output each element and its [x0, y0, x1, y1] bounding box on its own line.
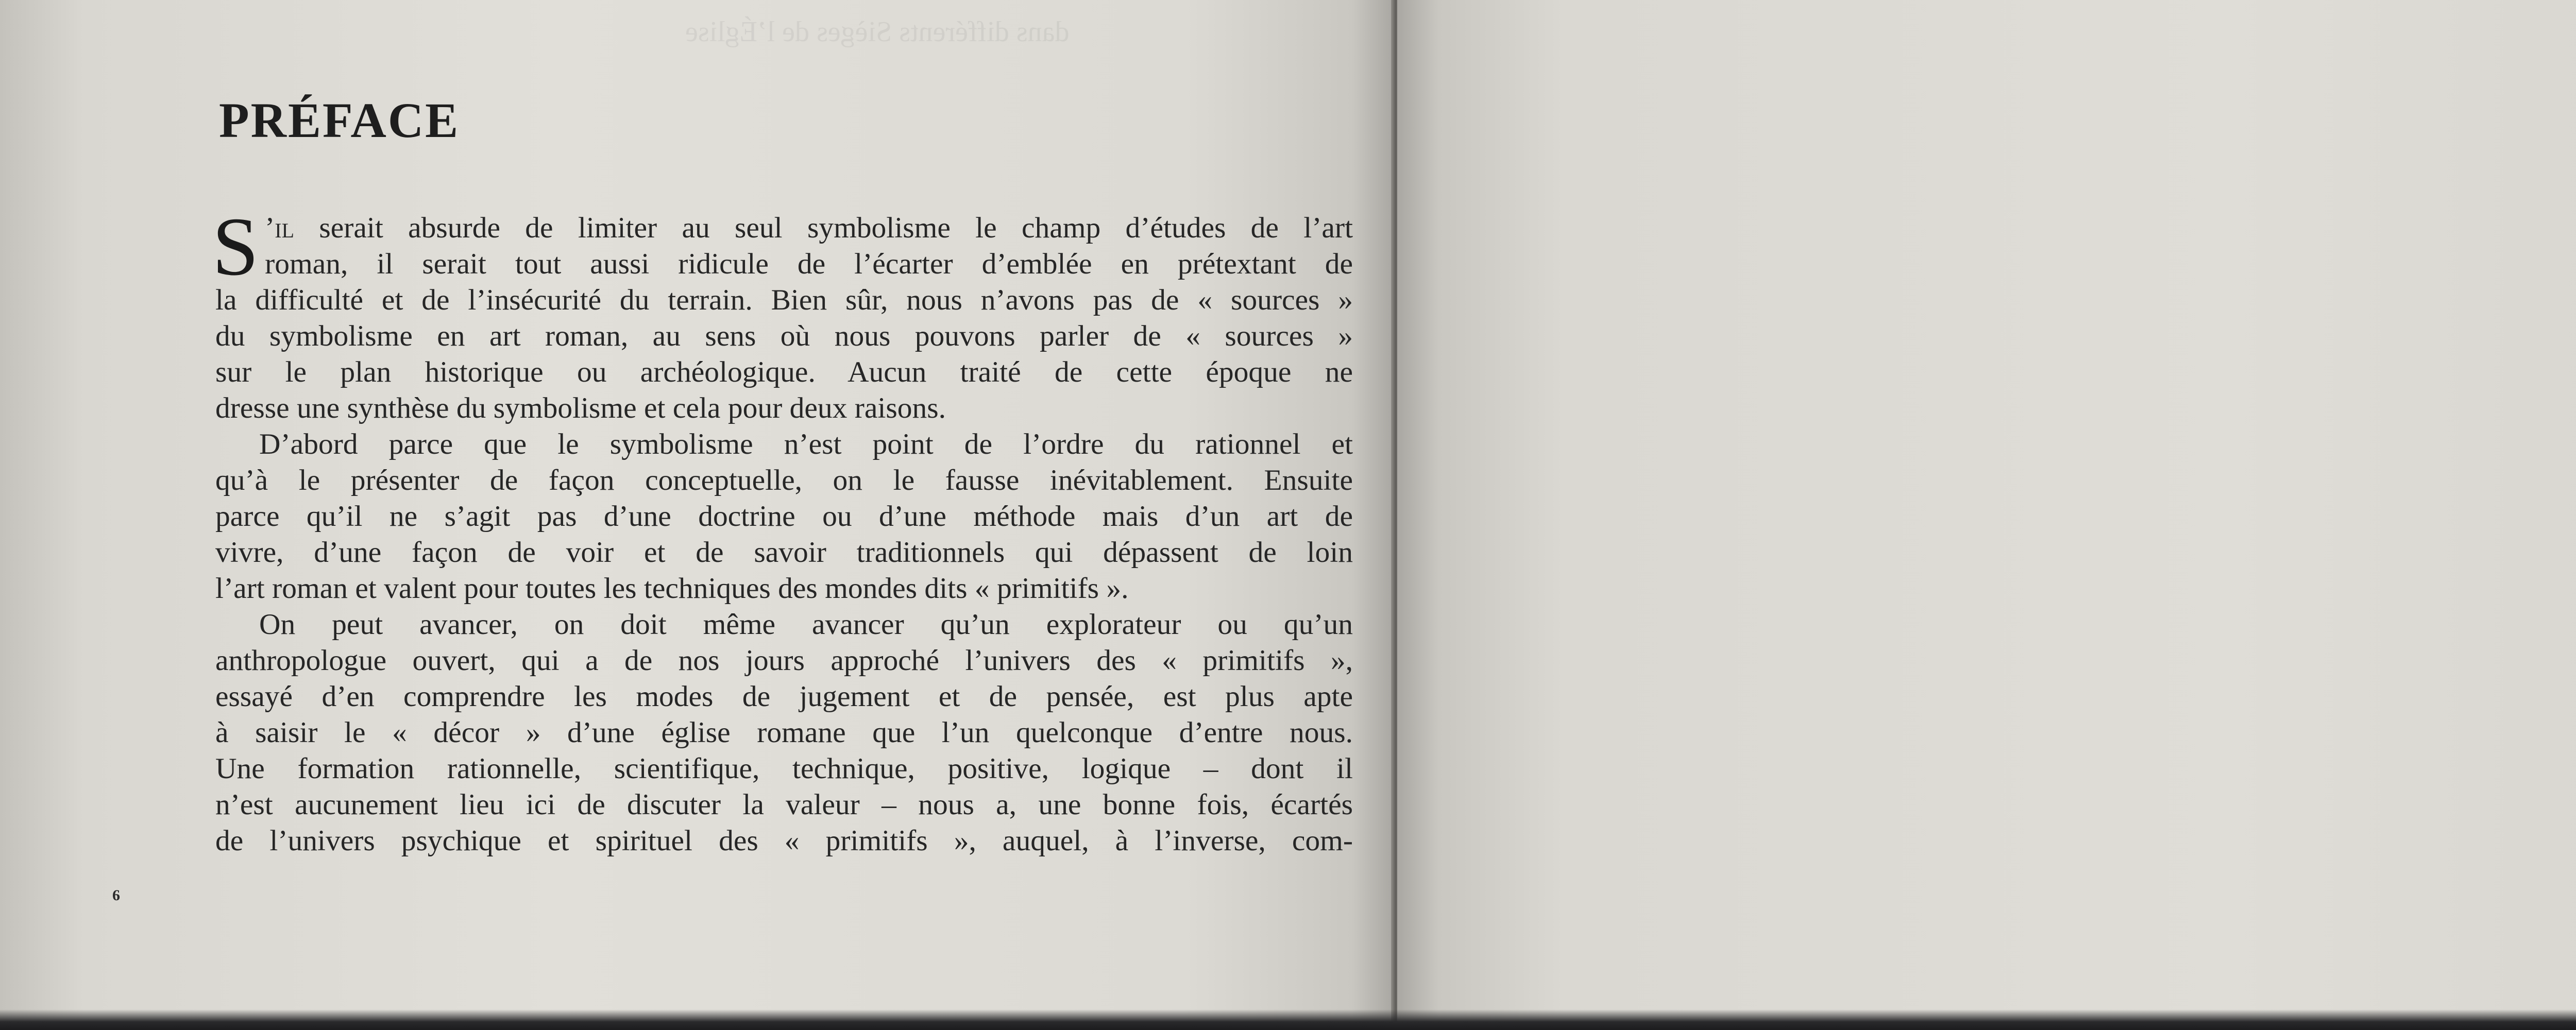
page-number-left: 6 [112, 887, 120, 904]
text-line: sur le plan historique ou archéologique. Aucun traité de cette époque ne [215, 356, 1353, 388]
show-through-text-left: dans différents Sièges de l’Église [685, 16, 1070, 48]
drop-cap: S [212, 201, 259, 293]
text-line: dresse une synthèse du symbolisme et cela pour deux raisons. [215, 392, 946, 424]
text-line: n’est aucunement lieu ici de discuter la valeur – nous a, une bonne fois, écartés [215, 788, 1353, 821]
text-line: qu’à le présenter de façon conceptuelle, on le fausse inévitablement. Ensuite [215, 464, 1353, 496]
text-line: du symbolisme en art roman, au sens où nous pouvons parler de « sources » [215, 320, 1353, 352]
text-line: parce qu’il ne s’agit pas d’une doctrine ou d’une méthode mais d’un art de [215, 500, 1353, 533]
text-line: essayé d’en comprendre les modes de jugement et de pensée, est plus apte [215, 680, 1353, 713]
page-heading: PRÉFACE [219, 93, 460, 148]
text-line: de l’univers psychique et spirituel des « primitifs », auquel, à l’inverse, com- [215, 825, 1353, 857]
small-caps-opening: ’il [265, 212, 295, 244]
text-line: On peut avancer, on doit même avancer qu’un explorateur ou qu’un [259, 608, 1353, 641]
text-line: D’abord parce que le symbolisme n’est point de l’ordre du rationnel et [259, 428, 1353, 460]
text-line: la difficulté et de l’insécurité du terrain. Bien sûr, nous n’avons pas de « sources » [215, 284, 1353, 316]
text-line: Une formation rationnelle, scientifique, technique, positive, logique – dont il [215, 752, 1353, 785]
text-line: ’il serait absurde de limiter au seul symbolisme le champ d’études de l’art [265, 212, 1353, 244]
right-page [1397, 0, 2576, 1027]
text-line: roman, il serait tout aussi ridicule de l’écarter d’emblée en prétextant de [265, 248, 1353, 280]
text-line: anthropologue ouvert, qui a de nos jours approché l’univers des « primitifs », [215, 644, 1353, 677]
left-body-text [212, 201, 1353, 859]
text-line: l’art roman et valent pour toutes les techniques des mondes dits « primitifs ». [215, 572, 1129, 605]
table-surface [0, 1009, 2576, 1030]
text-line: vivre, d’une façon de voir et de savoir traditionnels qui dépassent de loin [215, 536, 1353, 569]
text-line: à saisir le « décor » d’une église romane que l’un quelconque d’entre nous. [215, 716, 1353, 749]
